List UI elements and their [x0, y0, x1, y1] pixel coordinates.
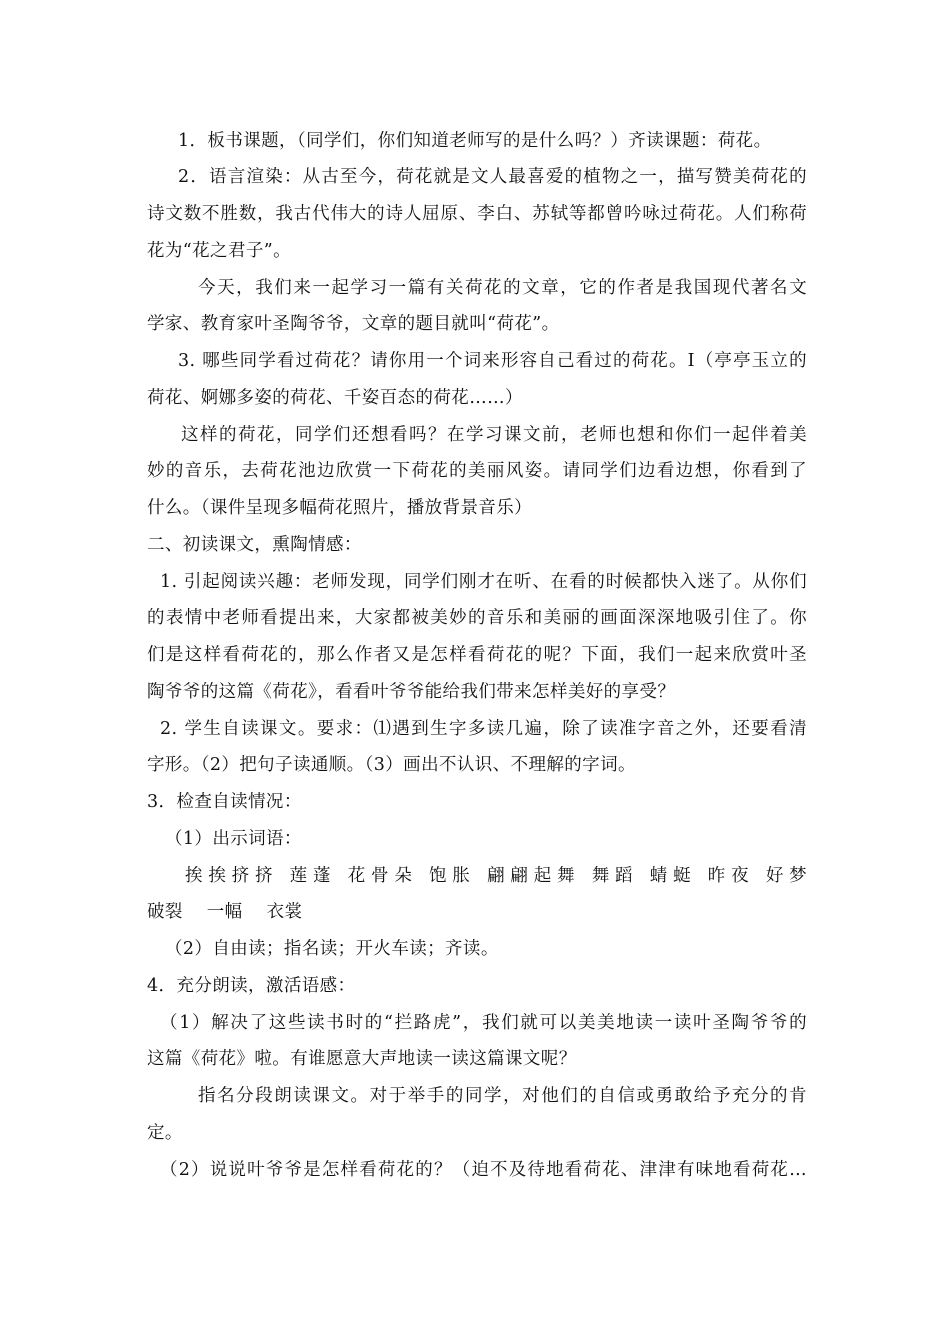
text-line-28: 定。 — [147, 1123, 183, 1143]
text-line-15: 们是这样看荷花的，那么作者又是怎样看荷花的呢？下面，我们一起来欣赏叶圣 — [147, 645, 807, 665]
vocab-word: 一幅 — [206, 902, 243, 922]
vocab-word: 昨夜 — [707, 866, 755, 886]
text-line-2: 2．语言渲染：从古至今，荷花就是文人最喜爱的植物之一，描写赞美荷花的 — [178, 167, 807, 187]
text-line-18: 字形。（2）把句子读通顺。（3）画出不认识、不理解的字词。 — [147, 755, 636, 775]
text-line-17: 2. 学生自读课文。要求：⑴遇到生字多读几遍，除了读准字音之外，还要看清 — [160, 719, 807, 739]
text-line-19: 3．检查自读情况： — [147, 792, 302, 812]
text-line-27: 指名分段朗读课文。对于举手的同学，对他们的自信或勇敢给予充分的肯 — [198, 1086, 807, 1106]
section-heading: 二、初读课文，熏陶情感： — [147, 535, 362, 555]
text-line-29: （2）说说叶爷爷是怎样看荷花的？（迫不及待地看荷花、津津有味地看荷花… — [160, 1160, 807, 1180]
text-line-3: 诗文数不胜数，我古代伟大的诗人屈原、李白、苏轼等都曾吟咏过荷花。人们称荷 — [147, 204, 807, 224]
text-line-23: （2）自由读；指名读；开火车读；齐读。 — [165, 939, 499, 959]
vocab-word: 花骨朵 — [347, 866, 418, 886]
text-line-25: （1）解决了这些读书时的“拦路虎”，我们就可以美美地读一读叶圣陶爷爷的 — [160, 1013, 807, 1033]
text-line-6: 学家、教育家叶圣陶爷爷，文章的题目就叫“荷花”。 — [147, 314, 560, 334]
text-line-1: 1．板书课题，（同学们，你们知道老师写的是什么吗？）齐读课题：荷花。 — [178, 131, 772, 151]
text-line-7: 3. 哪些同学看过荷花？请你用一个词来形容自己看过的荷花。I（亭亭玉立的 — [178, 351, 807, 371]
text-line-11: 什么。（课件呈现多幅荷花照片，播放背景音乐） — [147, 498, 533, 518]
text-line-4: 花为“花之君子”。 — [147, 241, 291, 261]
text-line-14: 的表情中老师看提出来，大家都被美妙的音乐和美丽的画面深深地吸引住了。你 — [147, 608, 807, 628]
vocab-word: 莲蓬 — [289, 866, 337, 886]
vocabulary-line-1 — [185, 865, 807, 887]
vocabulary-line-2 — [147, 901, 807, 923]
text-line-13: 1. 引起阅读兴趣：老师发现，同学们刚才在听、在看的时候都快入迷了。从你们 — [160, 572, 807, 592]
text-line-10: 妙的音乐，去荷花池边欣赏一下荷花的美丽风姿。请同学们边看边想，你看到了 — [147, 461, 807, 481]
vocab-word: 饱胀 — [429, 866, 476, 886]
text-line-8: 荷花、婀娜多姿的荷花、千姿百态的荷花……） — [147, 388, 523, 408]
vocab-word: 舞蹈 — [591, 866, 639, 886]
text-line-26: 这篇《荷花》啦。有谁愿意大声地读一读这篇课文呢？ — [147, 1049, 577, 1069]
vocab-word: 衣裳 — [266, 902, 303, 922]
text-line-5: 今天，我们来一起学习一篇有关荷花的文章，它的作者是我国现代著名文 — [198, 278, 807, 298]
vocab-word: 翩翩起舞 — [487, 866, 581, 886]
text-line-24: 4．充分朗读，激活语感： — [147, 976, 356, 996]
vocab-word: 挨挨挤挤 — [185, 866, 279, 886]
vocab-word: 蜻蜓 — [649, 866, 697, 886]
text-line-16: 陶爷爷的这篇《荷花》，看看叶爷爷能给我们带来怎样美好的享受？ — [147, 682, 676, 702]
text-line-20: （1）出示词语： — [165, 829, 302, 849]
vocab-word: 好梦 — [765, 866, 808, 886]
text-line-9: 这样的荷花，同学们还想看吗？在学习课文前，老师也想和你们一起伴着美 — [181, 425, 807, 445]
vocab-word: 破裂 — [147, 902, 183, 922]
